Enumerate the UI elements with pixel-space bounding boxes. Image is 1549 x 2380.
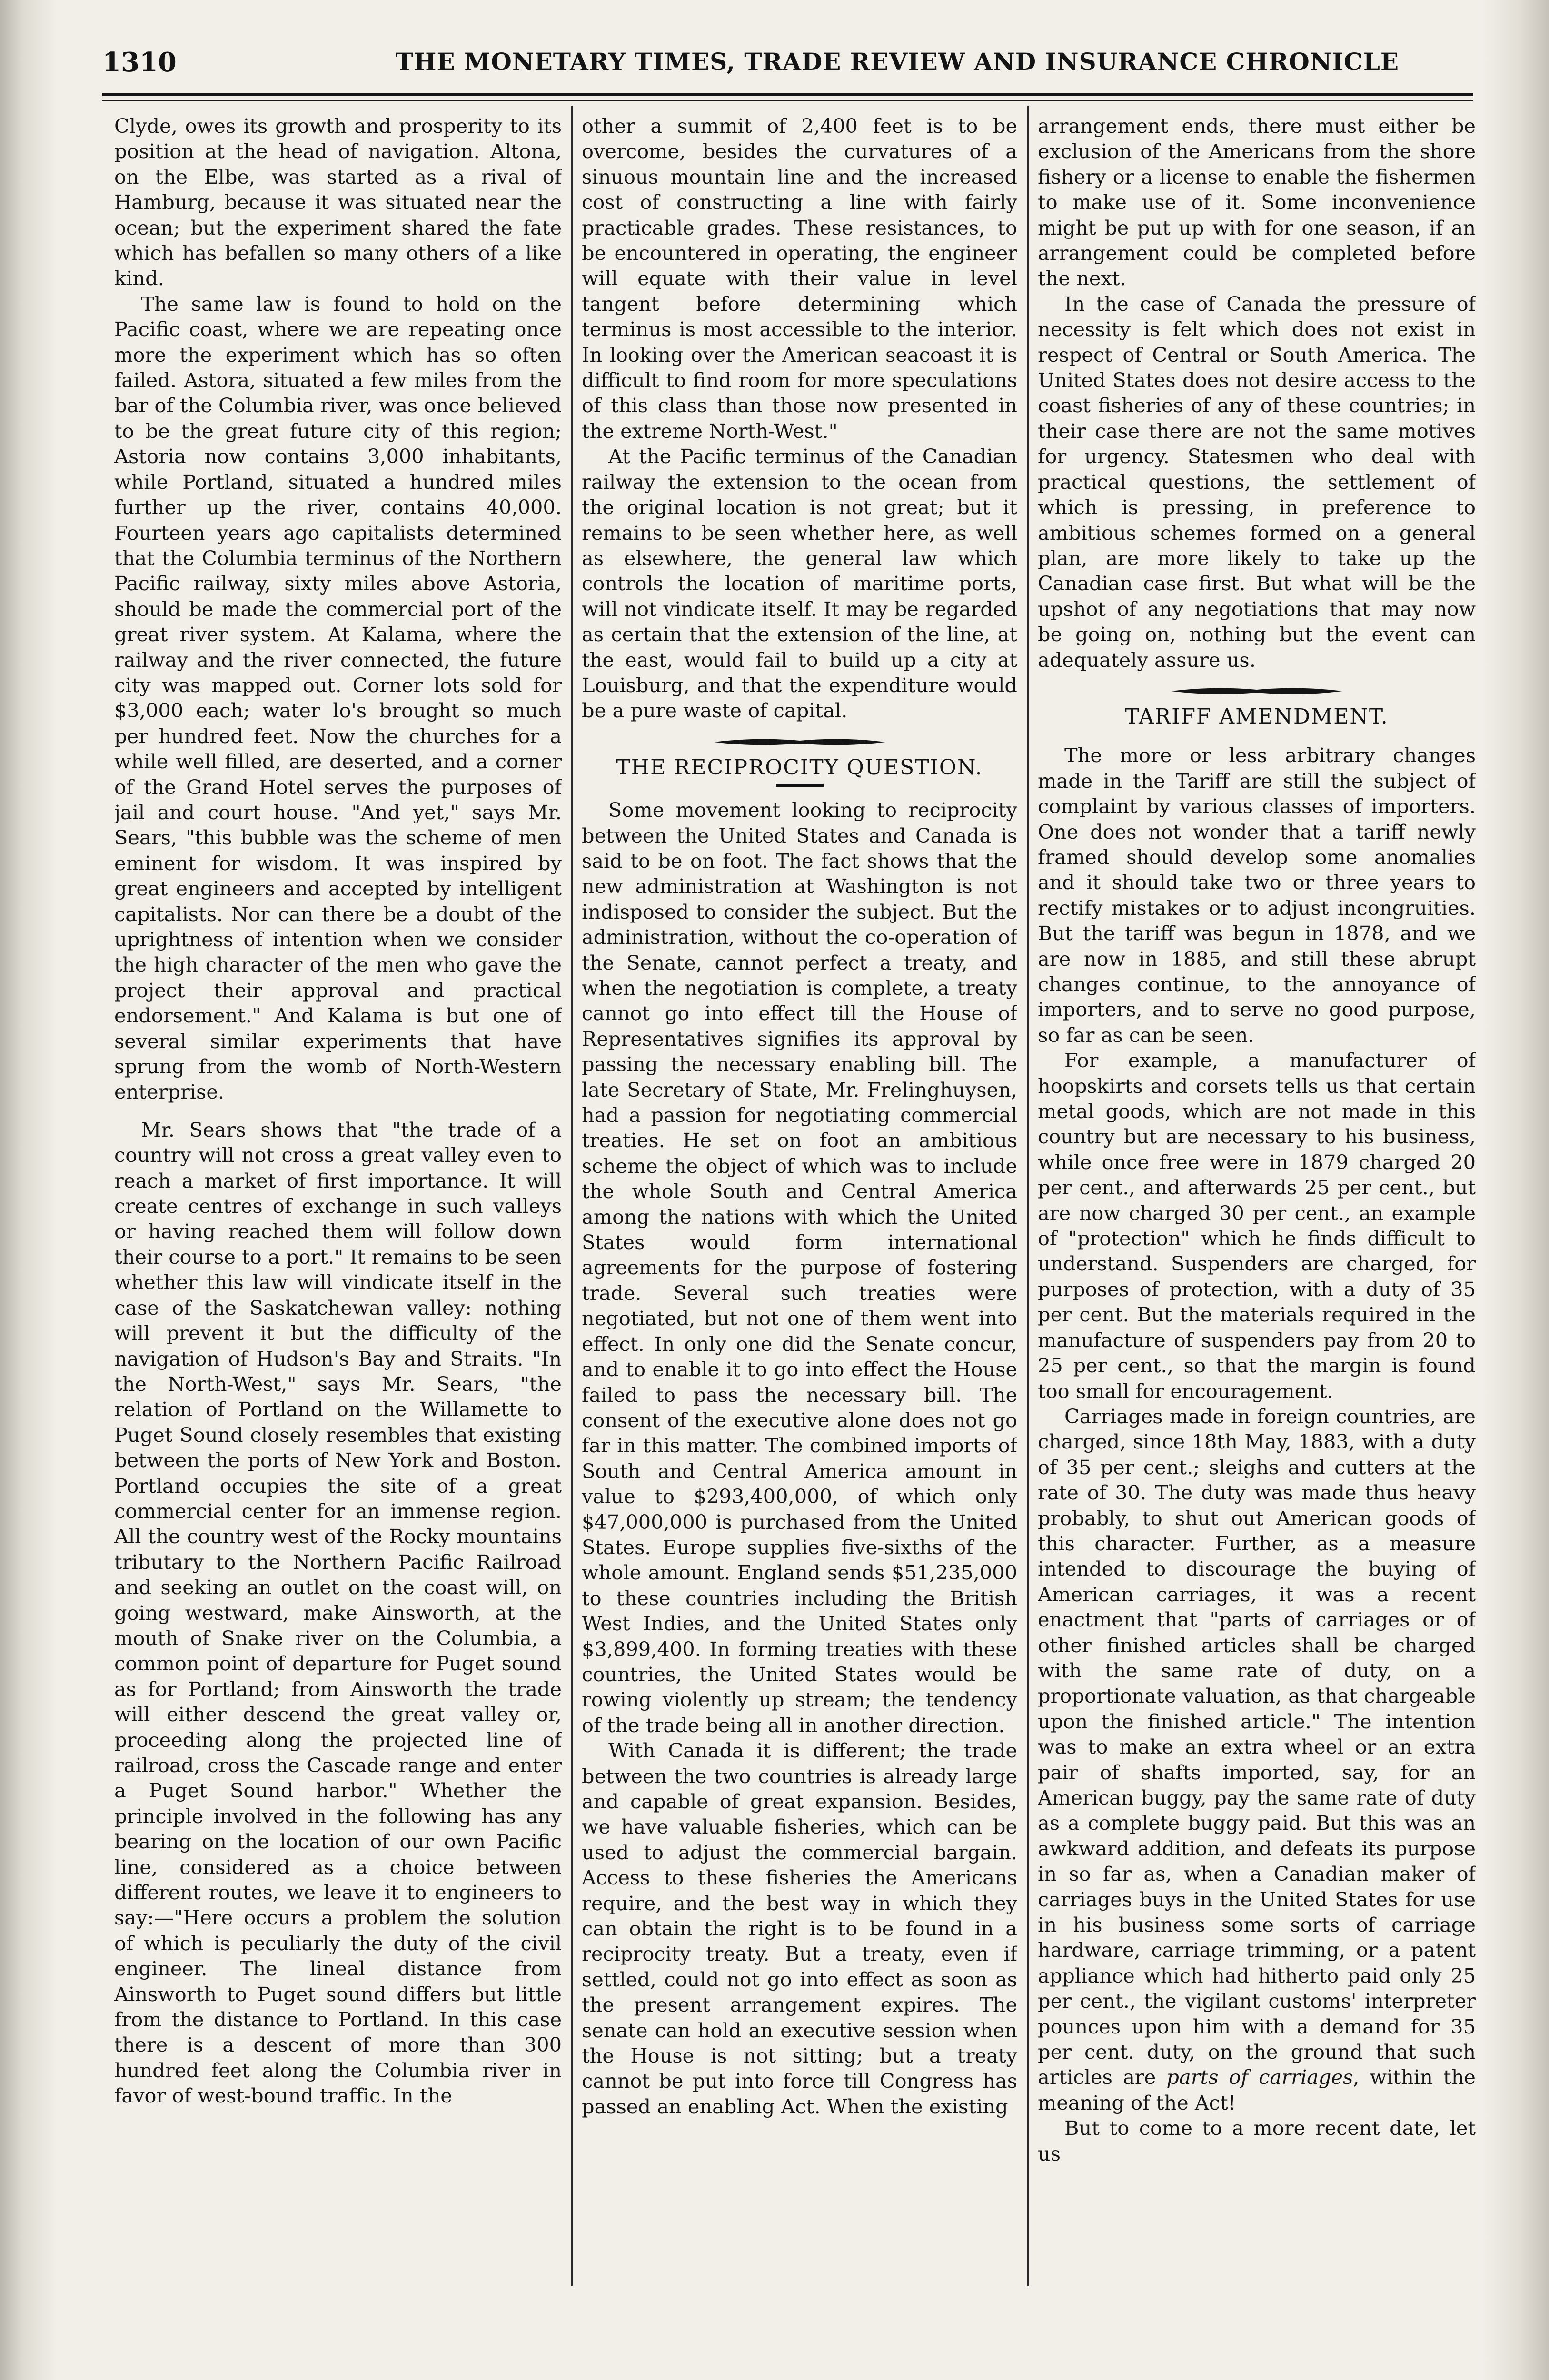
page-header (102, 44, 1473, 87)
column-3 (1038, 113, 1476, 2284)
page-number: 1310 (102, 47, 177, 78)
section-ornament-rule (1171, 685, 1342, 697)
paragraph: arrangement ends, there must either be exclusion of the Americans from the shore fishery or a license to enable the fishermen to make use of it. Some inconvenience might be put up with for one season, if an arrangement could be completed before the next. (1038, 114, 1476, 290)
paragraph: At the Pacific terminus of the Canadian railway the extension to the ocean from the original location is not great; but it remains to be seen whether here, as well as elsewhere, the general law which controls the location of maritime ports, will not vindicate itself. It may be regarded as certain that the extension of the line, at the east, would fail to build up a city at Louisburg, and that the expenditure would be a pure waste of capital. (582, 445, 1017, 723)
header-rule-thick (102, 93, 1473, 96)
paragraph: Mr. Sears shows that "the trade of a country will not cross a great valley even to reach a market of first importance. It will create centres of exchange in such valleys or having reached them will follow down their course to a port." It remains to be seen whether this law will vindicate itself in the case of the Saskatchewan valley: nothing will prevent it but the difficulty of the navigation of Hudson's Bay and Straits. "In the North-West," says Mr. Sears, "the relation of Portland on the Willamette to Puget Sound closely resembles that existing between the ports of New York and Boston. Portland occupies the site of a great commercial center for an immense region. All the country west of the Rocky mountains tributary to the Northern Pacific Railroad and seeking an outlet on the coast will, on going westward, make Ainsworth, at the mouth of Snake river on the Columbia, a common point of departure for Puget sound as for Portland; from Ainsworth the trade will either descend the great valley or, proceeding along the projected line of railroad, cross the Cascade range and enter a Puget Sound harbor." Whether the principle involved in the following has any bearing on the location of our own Pacific line, considered as a choice between different routes, we leave it to engineers to say:—"Here occurs a problem the solution of which is peculiarly the duty of the civil engineer. The lineal distance from Ainsworth to Puget sound differs but little from the distance to Portland. In this case there is a descent of more than 300 hundred feet along the Columbia river in favor of west-bound traffic. In the (114, 1118, 562, 2108)
column-1 (114, 113, 562, 2284)
paragraph: But to come to a more recent date, let us (1038, 2116, 1476, 2165)
section-heading: TARIFF AMENDMENT. (1125, 704, 1389, 729)
paragraph: The more or less arbitrary changes made in the Tariff are still the subject of complaint by various classes of importers. One does not wonder that a tariff newly framed should develop some anomalies and it should take two or three years to rectify mistakes or to adjust incongruities. But the tariff was begun in 1878, and we are now in 1885, and still these abrupt changes continue, to the annoyance of importers, and to serve no good purpose, so far as can be seen. (1038, 744, 1476, 1047)
header-rule-thin (102, 100, 1473, 101)
paragraph: With Canada it is different; the trade between the two countries is already large and capable of great expansion. Besides, we have valuable fisheries, which can be used to adjust the commercial bargain. Access to these fisheries the Americans require, and the best way in which they can obtain the right is to be found in a reciprocity treaty. But a treaty, even if settled, could not go into effect as soon as the present arrangement expires. The senate can hold an executive session when the House is not sitting; but a treaty cannot be put into force till Congress has passed an enabling Act. When the existing (582, 1739, 1017, 2118)
paragraph-text: Carriages made in foreign countries, are charged, since 18th May, 1883, with a duty of 35 per cent.; sleighs and cutters at the rate of 30. The duty was made thus heavy probably, to shut out American goods of this character. Further, as a measure intended to discourage the buying of American carriages, it was a recent enactment that "parts of carriages or of other finished articles shall be charged with the same rate of duty, on a proportionate valuation, as that chargeable upon the finished article." The intention was to make an extra wheel or an extra pair of shafts imported, say, for an American buggy, pay the same rate of duty as a complete buggy paid. But this was an awkward addition, and defeats its purpose in so far as, when a Canadian maker of carriages buys in the United States for use in his business some sorts of carriage hardware, carriage trimming, or a patent appliance which had hitherto paid only 25 per cent., the vigilant customs' interpreter pounces upon him with a demand for 35 per cent. duty, on the ground that such articles are (1038, 1404, 1476, 2089)
column-2 (582, 113, 1017, 2284)
section-short-rule (776, 784, 824, 787)
scan-edge-shadow (1482, 0, 1549, 2380)
paragraph: Clyde, owes its growth and prosperity to its position at the head of navigation. Altona, on the Elbe, was started as a rival of Hamburg, because it was situated near the ocean; but the experiment shared the fate which has befallen so many others of a like kind. (114, 114, 562, 290)
section-heading: THE RECIPROCITY QUESTION. (616, 755, 983, 780)
paragraph: The same law is found to hold on the Pacific coast, where we are repeating once more the experiment which has so often failed. Astora, situated a few miles from the bar of the Columbia river, was once believed to be the great future city of this region; Astoria now contains 3,000 inhabitants, while Portland, situated a hundred miles further up the river, contains 40,000. Fourteen years ago capitalists determined that the Columbia terminus of the Northern Pacific railway, sixty miles above Astoria, should be made the commercial port of the great river system. At Kalama, where the railway and the river connected, the future city was mapped out. Corner lots sold for $3,000 each; water lo's brought so much per hundred feet. Now the churches for a while well filled, are deserted, and a corner of the Grand Hotel serves the purposes of jail and court house. "And yet," says Mr. Sears, "this bubble was the scheme of men eminent for wisdom. It was inspired by great engineers and accepted by intelligent capitalists. Nor can there be a doubt of the uprightness of intention when we consider the high character of the men who gave the project their approval and practical endorsement." And Kalama is but one of several similar experiments that have sprung from the womb of North-Western enterprise. (114, 292, 562, 1104)
paragraph: Some movement looking to reciprocity between the United States and Canada is said to be on foot. The fact shows that the new administration at Washington is not indisposed to consider the subject. But the administration, without the co-operation of the Senate, cannot perfect a treaty, and when the negotiation is complete, a treaty cannot go into effect till the House of Representatives signifies its approval by passing the necessary enabling bill. The late Secretary of State, Mr. Frelinghuysen, had a passion for negotiating commercial treaties. He set on foot an ambitious scheme the object of which was to include the whole South and Central America among the nations with which the United States would form international agreements for the purpose of fostering trade. Several such treaties were negotiated, but not one of them went into effect. In only one did the Senate concur, and to enable it to go into effect the House failed to pass the necessary bill. The consent of the executive alone does not go far in this matter. The combined imports of South and Central America amount in value to $293,400,000, of which only $47,000,000 is purchased from the United States. Europe supplies five-sixths of the whole amount. England sends $51,235,000 to these countries including the British West Indies, and the United States only $3,899,400. In forming treaties with these countries, the United States would be rowing violently up stream; the tendency of the trade being all in another direction. (582, 798, 1017, 1737)
running-head: THE MONETARY TIMES, TRADE REVIEW AND INSURANCE CHRONICLE (396, 48, 1399, 76)
section-ornament-rule (714, 736, 885, 748)
scan-binding-shadow (0, 0, 57, 2380)
column-divider (571, 106, 573, 2286)
paragraph (1038, 1404, 1476, 2115)
paragraph: For example, a manufacturer of hoopskirts and corsets tells us that certain metal goods, which are not made in this country but are necessary to his business, while once free were in 1879 charged 20 per cent., and afterwards 25 per cent., but are now charged 30 per cent., an example of "protection" which he finds difficult to understand. Suspenders are charged, for purposes of protection, with a duty of 35 per cent. But the materials required in the manufacture of suspenders pay from 20 to 25 per cent., so that the margin is found too small for encouragement. (1038, 1049, 1476, 1403)
paragraph-text: , within the meaning of the Act! (1038, 2065, 1476, 2114)
column-divider (1027, 106, 1029, 2286)
italic-phrase: parts of carriages (1166, 2065, 1353, 2089)
paragraph: other a summit of 2,400 feet is to be overcome, besides the curvatures of a sinuous mountain line and the increased cost of constructing a line with fairly practicable grades. These resistances, to be encountered in operating, the engineer will equate with their value in level tangent before determining which terminus is most accessible to the interior. In looking over the American seacoast it is difficult to find room for more speculations of this class than those now presented in the extreme North-West." (582, 114, 1017, 443)
paragraph: In the case of Canada the pressure of necessity is felt which does not exist in respect of Central or South America. The United States does not desire access to the coast fisheries of any of these countries; in their case there are not the same motives for urgency. Statesmen who deal with practical questions, the settlement of which is pressing, in preference to ambitious schemes formed on a general plan, are more likely to take up the Canadian case first. But what will be the upshot of any negotiations that may now be going on, nothing but the event can adequately assure us. (1038, 292, 1476, 672)
